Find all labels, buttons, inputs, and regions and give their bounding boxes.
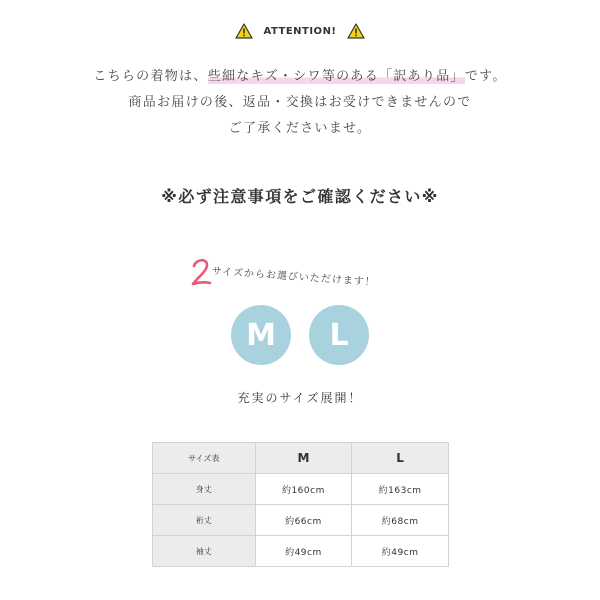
size-table-col-l: L [352, 443, 449, 474]
warning-icon [347, 23, 365, 39]
table-cell: 約49cm [352, 536, 449, 567]
notice-line-2: 商品お届けの後、返品・交換はお受けできませんので [128, 95, 472, 110]
table-cell: 約160cm [255, 474, 352, 505]
attention-header [0, 23, 600, 39]
table-row [153, 536, 449, 567]
table-cell: 約163cm [352, 474, 449, 505]
size-table-header [153, 443, 449, 474]
size-badge-l: L [309, 305, 369, 365]
notice-highlight: 些細なキズ・シワ等のある「訳あり品」 [207, 69, 465, 84]
attention-label: ATTENTION! [263, 25, 337, 37]
notice-line-1-pre: こちらの着物は、 [93, 69, 208, 84]
confirm-heading: ※必ず注意事項をご確認ください※ [161, 187, 439, 206]
size-table-corner: サイズ表 [153, 443, 256, 474]
size-intro [190, 256, 430, 292]
table-cell: 約66cm [255, 505, 352, 536]
row-label: 身丈 [153, 474, 256, 505]
table-cell: 約49cm [255, 536, 352, 567]
size-expansion-text: 充実のサイズ展開！ [237, 391, 363, 405]
number-two-icon [190, 256, 214, 290]
size-badge-m: M [231, 305, 291, 365]
size-intro-text: サイズからお選びいただけます！ [211, 266, 377, 289]
notice-line-3: ご了承くださいませ。 [228, 121, 372, 136]
size-table-col-m: M [255, 443, 352, 474]
warning-icon [235, 23, 253, 39]
notice-text [0, 64, 600, 142]
row-label: 裄丈 [153, 505, 256, 536]
table-cell: 約68cm [352, 505, 449, 536]
size-table [152, 442, 449, 567]
table-row [153, 505, 449, 536]
row-label: 袖丈 [153, 536, 256, 567]
notice-line-1 [0, 64, 600, 90]
notice-line-1-post: です。 [464, 69, 507, 84]
table-row [153, 474, 449, 505]
